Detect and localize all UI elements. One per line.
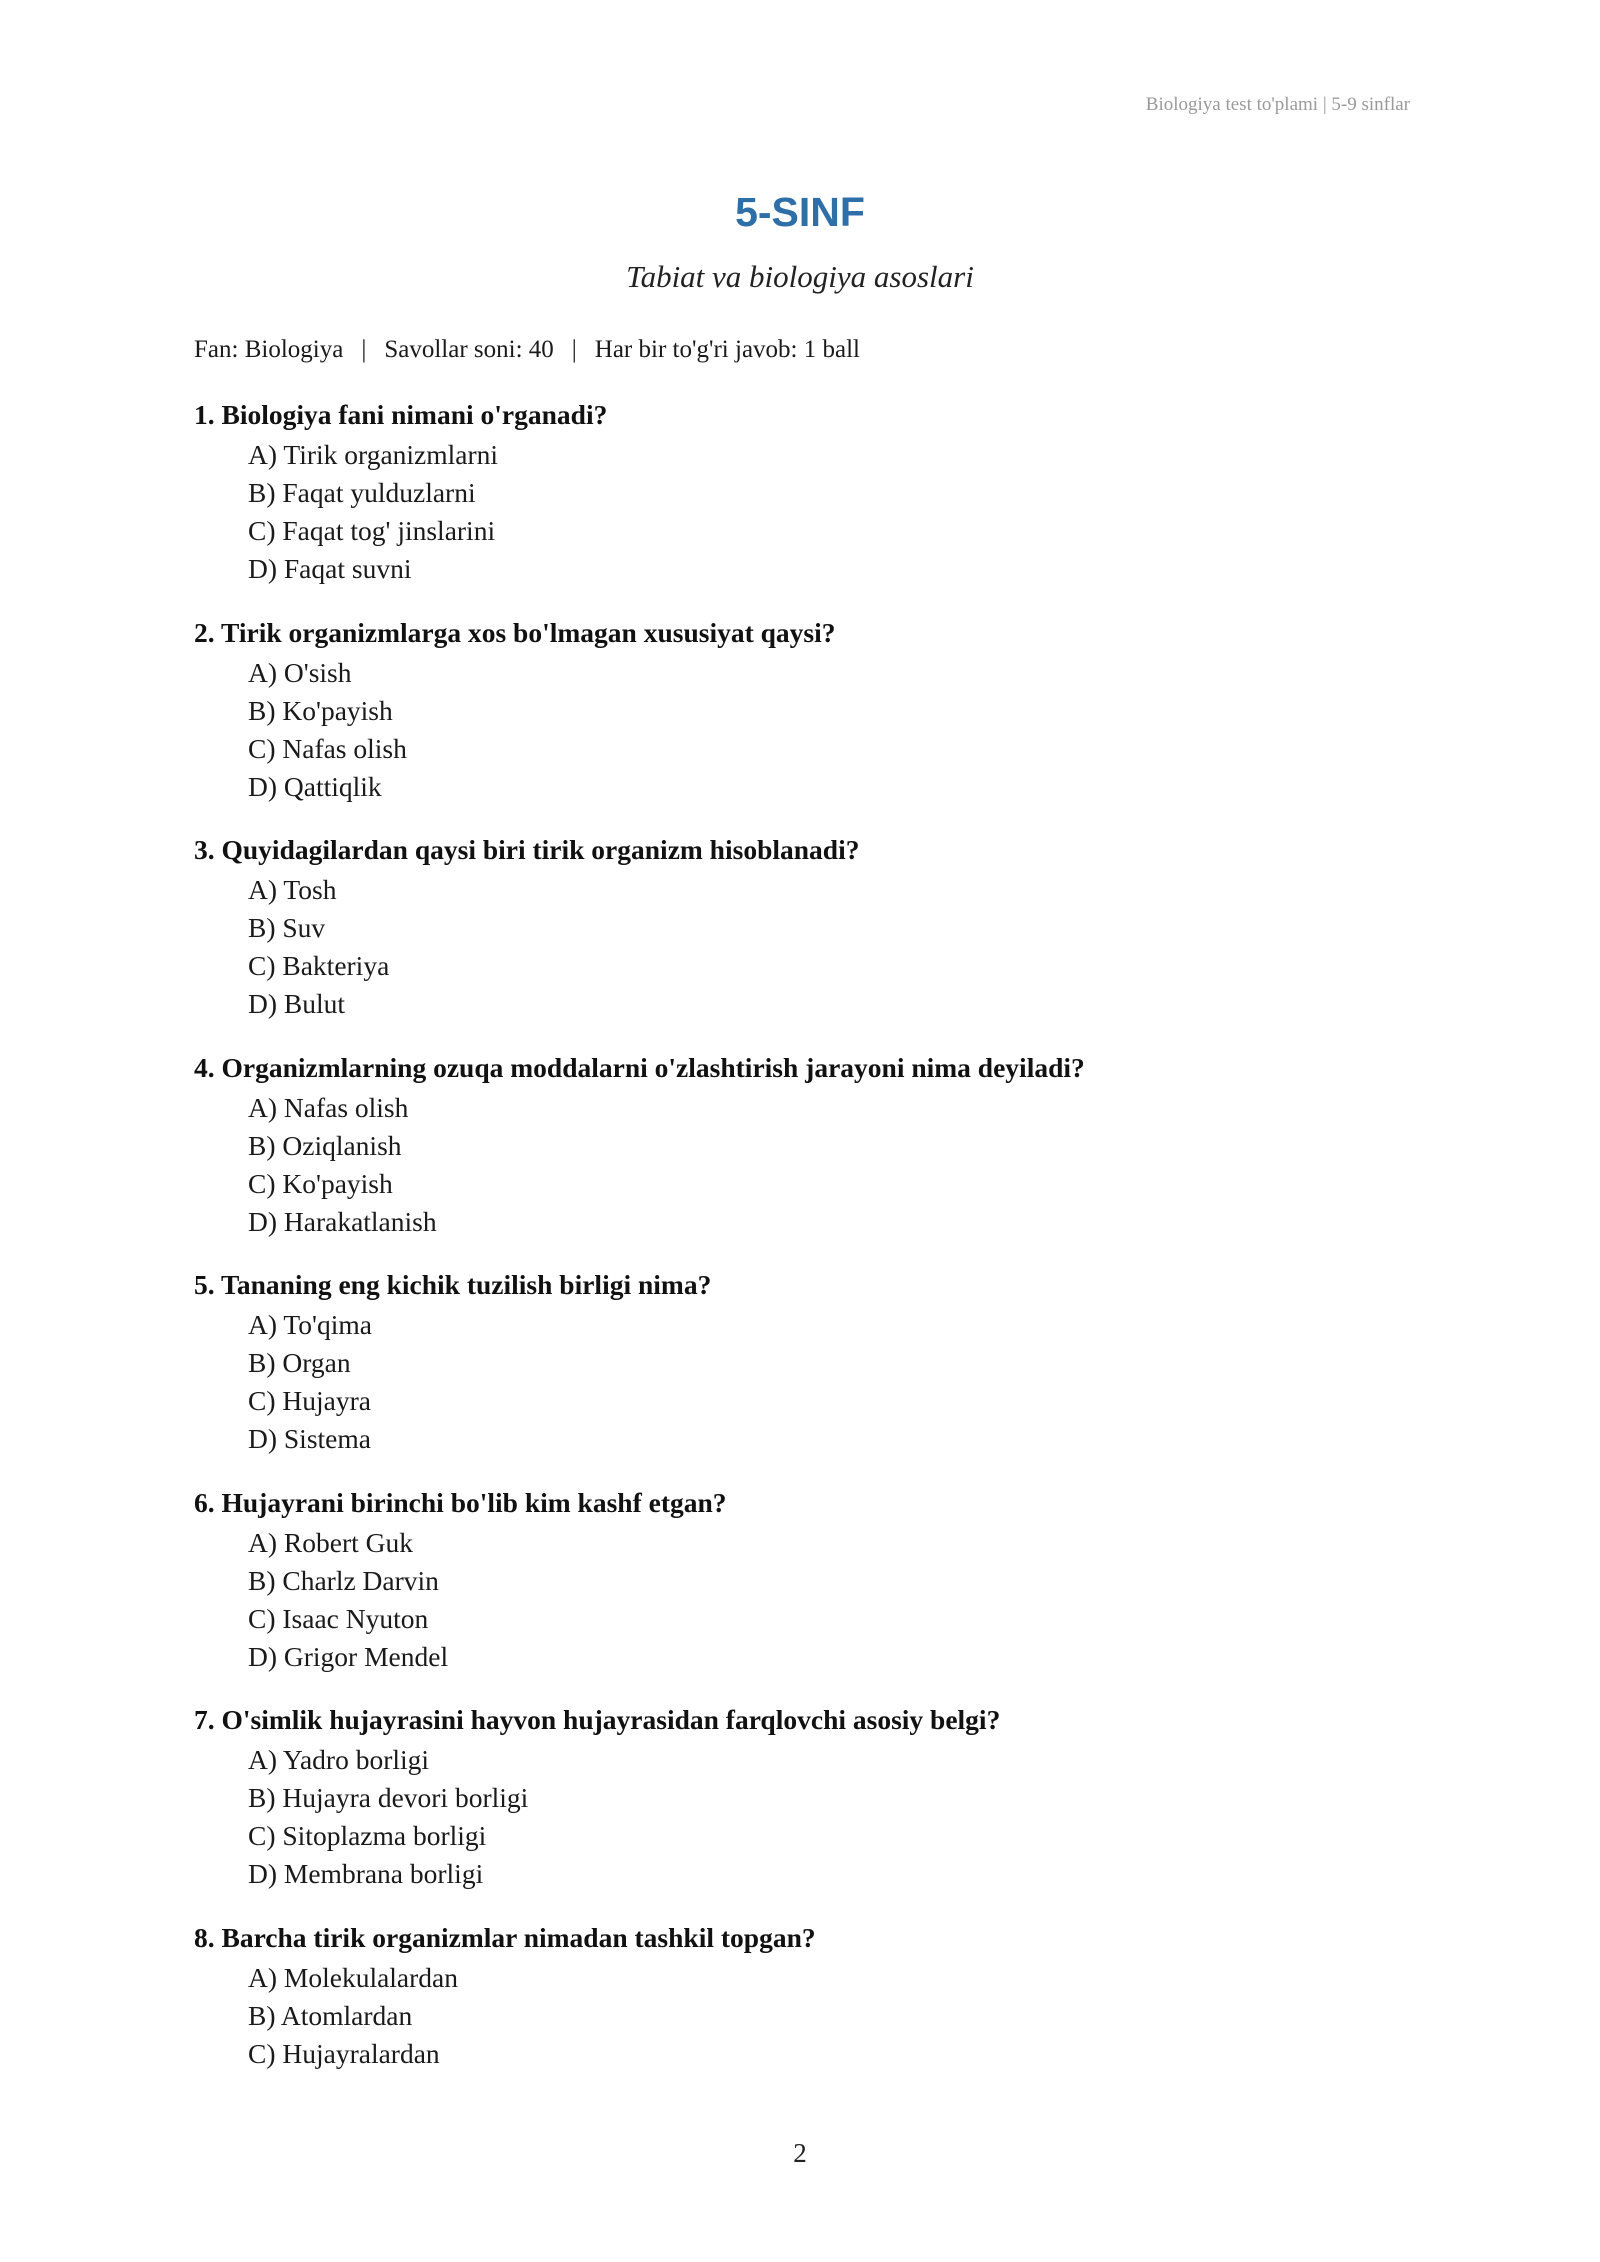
question-text: 5. Tananing eng kichik tuzilish birligi nima? (194, 1269, 712, 1300)
answer-option: D) Faqat suvni (248, 553, 412, 584)
answer-option: B) Atomlardan (248, 1999, 413, 2031)
answer-option: A) To'qima (248, 1309, 372, 1340)
scoring-rule: Har bir to'g'ri javob: 1 ball (594, 336, 860, 363)
grade-title: 5-SINF (735, 189, 865, 235)
answer-option: B) Hujayra devori borligi (248, 1782, 529, 1813)
answer-option: A) Nafas olish (248, 1091, 409, 1123)
question-text: 8. Barcha tirik organizmlar nimadan tashkil topgan? (194, 1921, 816, 1953)
answer-option: A) Molekulalardan (248, 1961, 458, 1993)
answer-option: C) Hujayralardan (248, 2037, 440, 2069)
answer-option: A) Tirik organizmlarni (248, 439, 499, 470)
separator: | (361, 336, 367, 363)
question-text: 6. Hujayrani birinchi bo'lib kim kashf etgan? (194, 1486, 727, 1518)
question-text: 7. O'simlik hujayrasini hayvon hujayrasidan farqlovchi asosiy belgi? (194, 1704, 1001, 1735)
section-subtitle: Tabiat va biologiya asoslari (626, 259, 974, 294)
answer-option: A) Robert Guk (248, 1526, 413, 1558)
answer-option: D) Bulut (248, 988, 346, 1019)
answer-option: A) Tosh (248, 874, 337, 905)
question-item (194, 829, 1414, 1047)
answer-option: B) Organ (248, 1347, 351, 1378)
test-info-line (194, 336, 860, 364)
answer-option: D) Harakatlanish (248, 1205, 437, 1237)
answer-option: C) Sitoplazma borligi (248, 1820, 487, 1851)
question-count: Savollar soni: 40 (384, 336, 554, 363)
answer-option: D) Grigor Mendel (248, 1640, 449, 1672)
answer-option: C) Bakteriya (248, 950, 390, 981)
answer-option: B) Suv (248, 912, 326, 943)
question-list (194, 394, 1414, 2134)
question-text: 1. Biologiya fani nimani o'rganadi? (194, 399, 608, 430)
question-text: 4. Organizmlarning ozuqa moddalarni o'zlashtirish jarayoni nima deyiladi? (194, 1051, 1085, 1083)
answer-option: A) O'sish (248, 656, 352, 688)
page-number: 2 (793, 2138, 807, 2168)
question-item (194, 1482, 1414, 1700)
answer-option: B) Faqat yulduzlarni (248, 477, 476, 508)
answer-option: B) Charlz Darvin (248, 1564, 439, 1596)
answer-option: D) Qattiqlik (248, 770, 382, 802)
answer-option: C) Nafas olish (248, 732, 407, 764)
answer-option: C) Hujayra (248, 1385, 371, 1416)
question-text: 3. Quyidagilardan qaysi biri tirik organizm hisoblanadi? (194, 834, 860, 865)
answer-option: B) Oziqlanish (248, 1129, 402, 1161)
answer-option: C) Isaac Nyuton (248, 1602, 429, 1634)
answer-option: B) Ko'payish (248, 694, 393, 726)
question-item (194, 1047, 1414, 1265)
answer-option: C) Ko'payish (248, 1167, 393, 1199)
question-item (194, 1264, 1414, 1482)
answer-option: C) Faqat tog' jinslarini (248, 515, 496, 546)
question-item (194, 394, 1414, 612)
running-header: Biologiya test to'plami | 5-9 sinflar (1145, 94, 1410, 115)
question-item (194, 1917, 1414, 2135)
answer-option: A) Yadro borligi (248, 1744, 430, 1775)
subject-label: Fan: Biologiya (194, 336, 344, 363)
question-item (194, 612, 1414, 830)
question-item (194, 1699, 1414, 1917)
answer-option: D) Sistema (248, 1423, 371, 1454)
answer-option: D) Membrana borligi (248, 1858, 484, 1889)
question-text: 2. Tirik organizmlarga xos bo'lmagan xususiyat qaysi? (194, 616, 836, 648)
separator: | (571, 336, 577, 363)
